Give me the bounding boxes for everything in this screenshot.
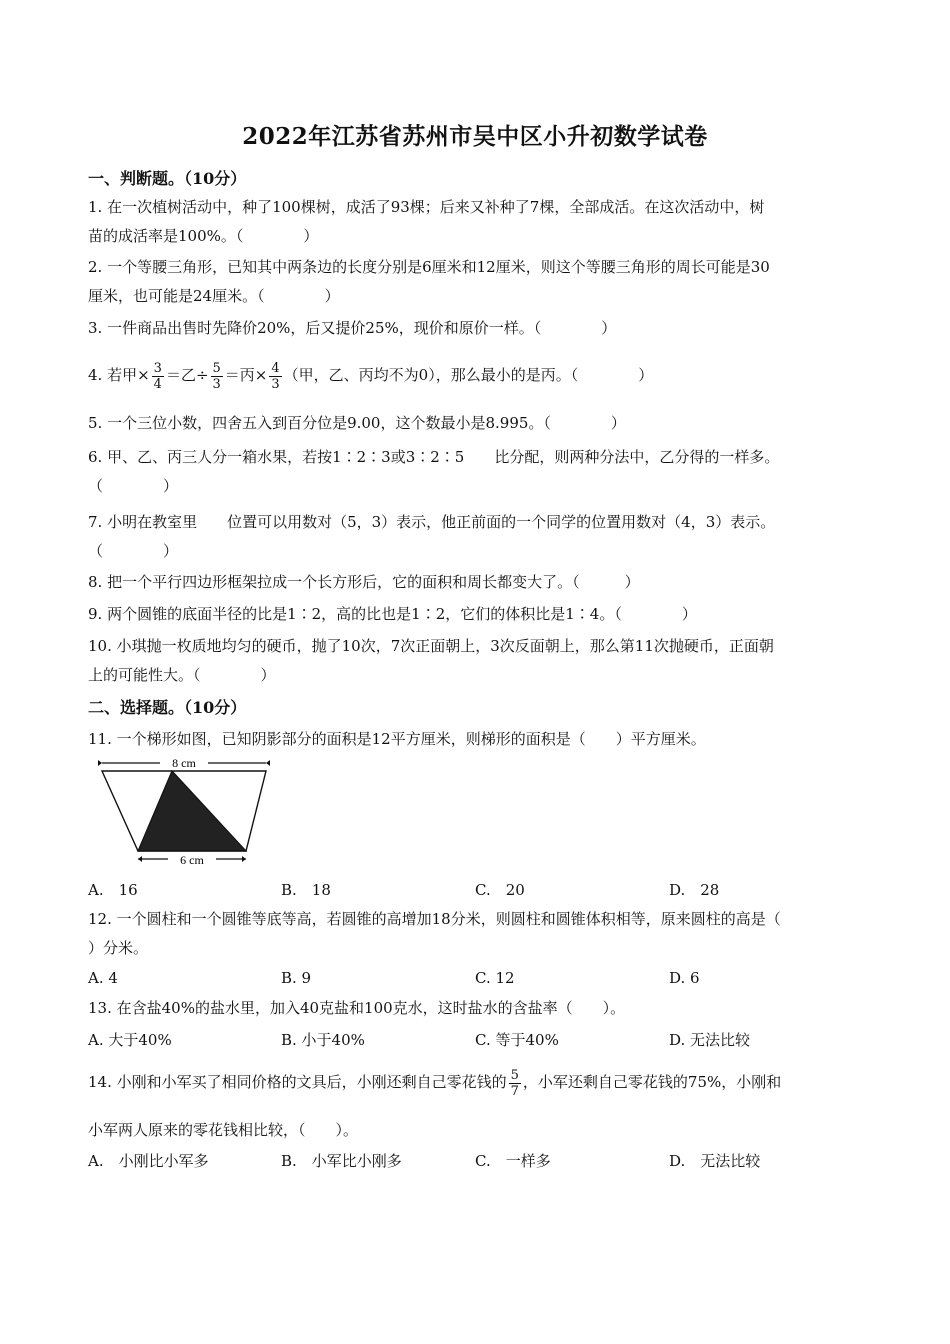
question-12-line-2: ）分米。 <box>88 939 149 957</box>
question-7-line-2: （ ） <box>88 542 179 560</box>
trapezoid-diagram <box>98 755 270 867</box>
question-6-line-1: 6. 甲、乙、丙三人分一箱水果，若按1∶2∶3或3∶2∶5 比分配，则两种分法中，乙分得的一样多。 <box>88 448 780 466</box>
question-10-line-2: 上的可能性大。（ ） <box>88 666 276 684</box>
question-6 <box>88 443 779 501</box>
question-2-line-2: 厘米，也可能是24厘米。（ ） <box>88 287 340 305</box>
question-2 <box>88 253 770 311</box>
q14-option-d: D. 无法比较 <box>669 1152 761 1170</box>
question-6-line-2: （ ） <box>88 477 179 495</box>
question-9 <box>88 600 697 629</box>
shaded-triangle <box>138 771 246 851</box>
question-12 <box>88 905 781 963</box>
q12-option-d: D. 6 <box>669 969 700 987</box>
question-13-line-1: 13. 在含盐40%的盐水里，加入40克盐和100克水，这时盐水的含盐率（ ）。 <box>88 999 626 1017</box>
q14-option-a: A. 小刚比小军多 <box>88 1152 209 1170</box>
question-7 <box>88 508 775 566</box>
question-2-line-1: 2. 一个等腰三角形，已知其中两条边的长度分别是6厘米和12厘米，则这个等腰三角形的周长可能是30 <box>88 258 770 276</box>
question-4-text-d: （甲，乙、丙均不为0），那么最小的是丙。（ ） <box>283 366 654 384</box>
fraction-five-sevenths: $\frac{5}{7}$ <box>510 1067 519 1099</box>
q13-option-b: B. 小于40% <box>281 1031 365 1049</box>
question-7-line-1: 7. 小明在教室里 位置可以用数对（5，3）表示，他正前面的一个同学的位置用数对（4，3）表示。 <box>88 513 776 531</box>
fraction-five-thirds: $\frac{5}{3}$ <box>212 360 221 392</box>
question-5-line-1: 5. 一个三位小数，四舍五入到百分位是9.00，这个数最小是8.995。（ ） <box>88 414 626 432</box>
q11-option-b: B. 18 <box>281 881 331 899</box>
q12-option-b: B. 9 <box>281 969 312 987</box>
question-14-line-2: 小军两人原来的零花钱相比较，（ ）。 <box>88 1121 359 1139</box>
question-14-text-b: ，小军还剩自己零花钱的75%，小刚和 <box>522 1073 782 1091</box>
question-3-line-1: 3. 一件商品出售时先降价20%，后又提价25%，现价和原价一样。（ ） <box>88 319 617 337</box>
question-4-text-b: ＝乙÷ <box>165 366 209 384</box>
q13-option-d: D. 无法比较 <box>669 1031 751 1049</box>
q12-option-c: C. 12 <box>475 969 515 987</box>
fraction-four-thirds: $\frac{4}{3}$ <box>271 360 280 392</box>
question-1-line-1: 1. 在一次植树活动中，种了100棵树，成活了93棵；后来又补种了7棵，全部成活。在这次活动中，树 <box>88 198 765 216</box>
exam-title: 2022年江苏省苏州市吴中区小升初数学试卷 <box>242 123 708 150</box>
question-9-line-1: 9. 两个圆锥的底面半径的比是1∶2，高的比也是1∶2，它们的体积比是1∶4。（ ） <box>88 605 697 623</box>
question-11 <box>88 725 706 754</box>
question-1 <box>88 193 764 251</box>
question-14 <box>88 1060 781 1104</box>
section-heading-choice: 二、选择题。（10分） <box>88 698 247 717</box>
question-10-line-1: 10. 小琪抛一枚质地均匀的硬币，抛了10次，7次正面朝上，3次反面朝上，那么第11次抛硬币，正面朝 <box>88 637 774 655</box>
question-4-text-a: 4. 若甲× <box>88 366 150 384</box>
question-5 <box>88 409 626 438</box>
fraction-three-quarters: $\frac{3}{4}$ <box>153 360 162 392</box>
q13-option-a: A. 大于40% <box>88 1031 172 1049</box>
question-10 <box>88 632 774 690</box>
q11-option-d: D. 28 <box>669 881 720 899</box>
q14-option-c: C. 一样多 <box>475 1152 551 1170</box>
question-13 <box>88 994 625 1023</box>
q14-option-b: B. 小军比小刚多 <box>281 1152 402 1170</box>
question-11-line-1: 11. 一个梯形如图，已知阴影部分的面积是12平方厘米，则梯形的面积是（ ）平方厘米。 <box>88 730 706 748</box>
question-12-line-1: 12. 一个圆柱和一个圆锥等底等高，若圆锥的高增加18分米，则圆柱和圆锥体积相等，原来圆柱的高是（ <box>88 910 781 928</box>
question-3 <box>88 314 616 343</box>
section-heading-judgment: 一、判断题。（10分） <box>88 169 247 188</box>
question-8 <box>88 568 640 597</box>
question-8-line-1: 8. 把一个平行四边形框架拉成一个长方形后，它的面积和周长都变大了。（ ） <box>88 573 640 591</box>
question-4 <box>88 357 653 393</box>
q11-option-c: C. 20 <box>475 881 525 899</box>
question-1-line-2: 苗的成活率是100%。（ ） <box>88 227 319 245</box>
question-14-text-a: 14. 小刚和小军买了相同价格的文具后，小刚还剩自己零花钱的 <box>88 1073 507 1091</box>
question-4-text-c: ＝丙× <box>224 366 268 384</box>
q12-option-a: A. 4 <box>88 969 118 987</box>
q11-option-a: A. 16 <box>88 881 138 899</box>
q13-option-c: C. 等于40% <box>475 1031 559 1049</box>
trapezoid-bottom-label: 6 cm <box>180 853 204 867</box>
trapezoid-top-label: 8 cm <box>172 756 196 770</box>
